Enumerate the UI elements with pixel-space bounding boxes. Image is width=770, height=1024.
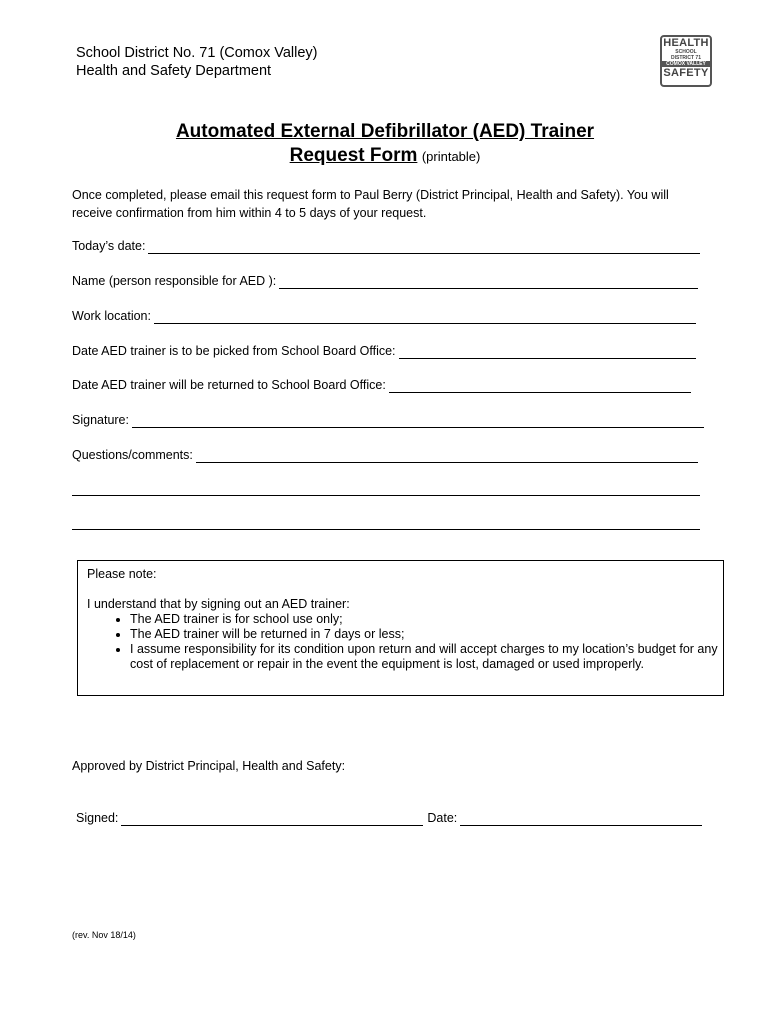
- pickup-date-label: Date AED trainer is to be picked from School Board Office:: [72, 344, 396, 358]
- logo-district-text: DISTRICT 71: [670, 55, 701, 61]
- department-name: Health and Safety Department: [76, 63, 272, 79]
- logo-school-text: SCHOOL: [675, 49, 697, 55]
- form-subtitle: [0, 144, 770, 169]
- todays-date-field[interactable]: [72, 238, 700, 254]
- return-date-line[interactable]: [389, 380, 691, 393]
- note-item: • The AED trainer is for school use only;: [130, 612, 720, 627]
- questions-line[interactable]: [196, 450, 698, 463]
- signature-field[interactable]: [72, 412, 704, 428]
- return-date-field[interactable]: [72, 377, 691, 393]
- work-location-line[interactable]: [154, 311, 696, 324]
- note-list: [108, 612, 720, 672]
- work-location-label: Work location:: [72, 309, 151, 323]
- revision-note: (rev. Nov 18/14): [72, 930, 136, 940]
- name-line[interactable]: [279, 276, 698, 289]
- form-subtitle-main: Request Form: [289, 145, 418, 166]
- health-safety-logo: [660, 35, 712, 87]
- pickup-date-line[interactable]: [399, 346, 696, 359]
- questions-label: Questions/comments:: [72, 448, 193, 462]
- name-label: Name (person responsible for AED ):: [72, 274, 277, 288]
- intro-text: Once completed, please email this request form to Paul Berry (District Principal, Health and Safety). You will receive confirmation from him within 4 to 5 days of your request.: [72, 188, 669, 220]
- note-item: • I assume responsibility for its condition upon return and will accept charges to my location’s budget for any cost of replacement or repair in the event the equipment is lost, damaged or used improperly.: [130, 642, 720, 672]
- work-location-field[interactable]: [72, 308, 696, 324]
- signature-line[interactable]: [132, 415, 704, 428]
- signature-label: Signature:: [72, 413, 129, 427]
- logo-bottom-text: SAFETY: [663, 67, 709, 79]
- return-date-label: Date AED trainer will be returned to School Board Office:: [72, 378, 386, 392]
- todays-date-line[interactable]: [148, 241, 700, 254]
- date-label: Date:: [427, 811, 458, 825]
- name-field[interactable]: [72, 273, 698, 289]
- form-title: Automated External Defibrillator (AED) Trainer: [175, 121, 595, 142]
- district-name: School District No. 71 (Comox Valley): [76, 45, 318, 61]
- logo-valley-text: COMOX VALLEY: [662, 61, 710, 67]
- form-subtitle-suffix: (printable): [421, 149, 481, 164]
- approval-label: Approved by District Principal, Health and Safety:: [72, 759, 346, 773]
- comments-line-3[interactable]: [72, 529, 700, 530]
- note-lead: I understand that by signing out an AED trainer:: [87, 597, 350, 611]
- signed-label: Signed:: [76, 811, 119, 825]
- note-item: • The AED trainer will be returned in 7 days or less;: [130, 627, 720, 642]
- todays-date-label: Today’s date:: [72, 239, 146, 253]
- questions-field[interactable]: [72, 447, 698, 463]
- signed-field[interactable]: [76, 810, 702, 826]
- note-heading: Please note:: [87, 567, 157, 581]
- signed-line[interactable]: [121, 813, 423, 826]
- comments-line-2[interactable]: [72, 495, 700, 496]
- logo-top-text: HEALTH: [663, 37, 709, 49]
- note-box: [77, 560, 724, 696]
- pickup-date-field[interactable]: [72, 343, 696, 359]
- date-line[interactable]: [460, 813, 702, 826]
